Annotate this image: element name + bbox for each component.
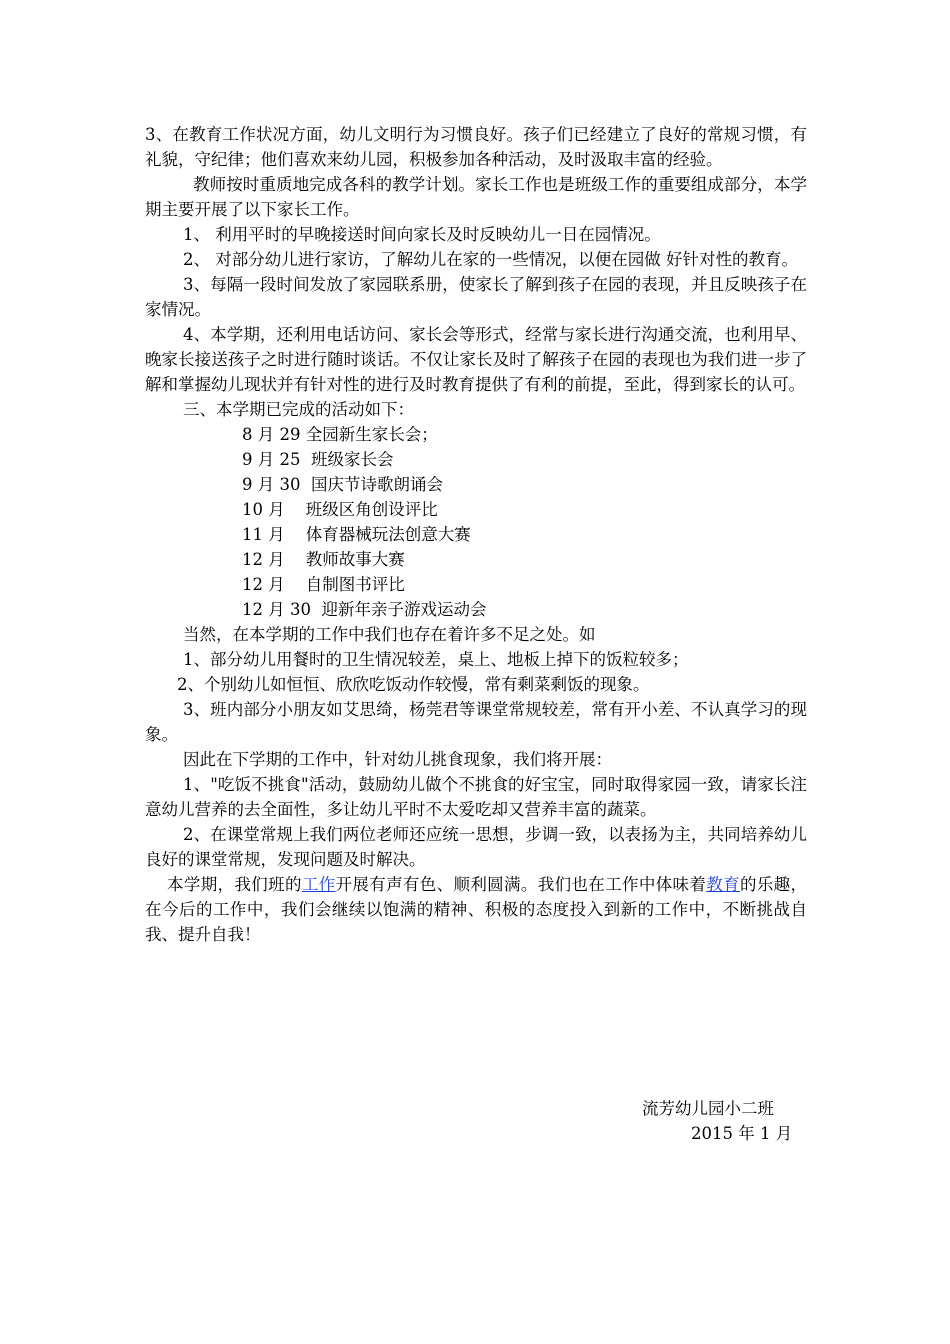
paragraph-parent-work-3: 3、每隔一段时间发放了家园联系册，使家长了解到孩子在园的表现，并且反映孩子在家情况。 xyxy=(145,275,807,319)
paragraph-shortcomings: 当然，在本学期的工作中我们也存在着许多不足之处。如 xyxy=(183,625,596,644)
paragraph-education-status: 3、在教育工作状况方面，幼儿文明行为习惯良好。孩子们已经建立了良好的常规习惯，有礼貌，守纪律；他们喜欢来幼儿园，积极参加各种活动，及时汲取丰富的经验。 xyxy=(145,125,807,169)
activity-item: 8 月 29 全园新生家长会； xyxy=(242,425,438,444)
activity-item: 10 月 班级区角创设评比 xyxy=(242,500,438,519)
paragraph-shortcoming-1: 1、部分幼儿用餐时的卫生情况较差，桌上、地板上掉下的饭粒较多； xyxy=(183,650,689,669)
activity-item: 12 月 30 迎新年亲子游戏运动会 xyxy=(242,600,487,619)
document-body xyxy=(145,122,807,947)
paragraph-parent-work-4: 4、本学期，还利用电话访问、家长会等形式，经常与家长进行沟通交流，也利用早、晚家长接送孩子之时进行随时谈话。不仅让家长及时了解孩子在园的表现也为我们进一步了解和掌握幼儿现状并有针对性的进行及时教育提供了有利的前提，至此，得到家长的认可。 xyxy=(145,325,807,394)
paragraph-teaching-plan: 教师按时重质地完成各科的教学计划。家长工作也是班级工作的重要组成部分，本学期主要开展了以下家长工作。 xyxy=(145,175,807,219)
paragraph-shortcoming-3: 3、班内部分小朋友如艾思绮，杨莞君等课堂常规较差，常有开小差、不认真学习的现象。 xyxy=(145,700,807,744)
activity-item: 9 月 25 班级家长会 xyxy=(242,450,394,469)
signature-date: 2015 年 1 月 xyxy=(691,1124,793,1143)
paragraph-shortcoming-2: 2、个别幼儿如恒恒、欣欣吃饭动作较慢，常有剩菜剩饭的现象。 xyxy=(177,675,650,694)
education-link[interactable]: 教育 xyxy=(706,875,740,894)
paragraph-parent-work-2: 2、 对部分幼儿进行家访，了解幼儿在家的一些情况，以便在园做 好针对性的教育。 xyxy=(183,250,798,269)
conclusion-text-c: 的乐趣，在今后的工作中，我们会继续以饱满的精神、积极的态度投入到新的工作中，不断挑战自我、提升自我！ xyxy=(145,875,808,944)
work-link[interactable]: 工作 xyxy=(301,875,336,894)
conclusion-text-a: 本学期，我们班的 xyxy=(167,875,302,894)
activity-item: 9 月 30 国庆节诗歌朗诵会 xyxy=(242,475,443,494)
paragraph-activities-heading: 三、本学期已完成的活动如下： xyxy=(183,400,414,419)
paragraph-plan-1: 1、"吃饭不挑食"活动，鼓励幼儿做个不挑食的好宝宝，同时取得家园一致，请家长注意幼儿营养的去全面性，多让幼儿平时不太爱吃却又营养丰富的蔬菜。 xyxy=(145,775,807,819)
paragraph-plan-2: 2、在课堂常规上我们两位老师还应统一思想，步调一致，以表扬为主，共同培养幼儿良好的课堂常规，发现问题及时解决。 xyxy=(145,825,807,869)
paragraph-next-term: 因此在下学期的工作中，针对幼儿挑食现象，我们将开展： xyxy=(183,750,612,769)
paragraph-parent-work-1: 1、 利用平时的早晚接送时间向家长及时反映幼儿一日在园情况。 xyxy=(183,225,661,244)
activity-item: 12 月 自制图书评比 xyxy=(242,575,405,594)
signature-block xyxy=(642,1096,792,1146)
activity-list xyxy=(145,422,807,622)
activity-item: 12 月 教师故事大赛 xyxy=(242,550,405,569)
paragraph-conclusion xyxy=(145,872,807,947)
signature-organization: 流芳幼儿园小二班 xyxy=(642,1099,774,1118)
conclusion-text-b: 开展有声有色、顺利圆满。我们也在工作中体味着 xyxy=(335,875,707,894)
activity-item: 11 月 体育器械玩法创意大赛 xyxy=(242,525,471,544)
